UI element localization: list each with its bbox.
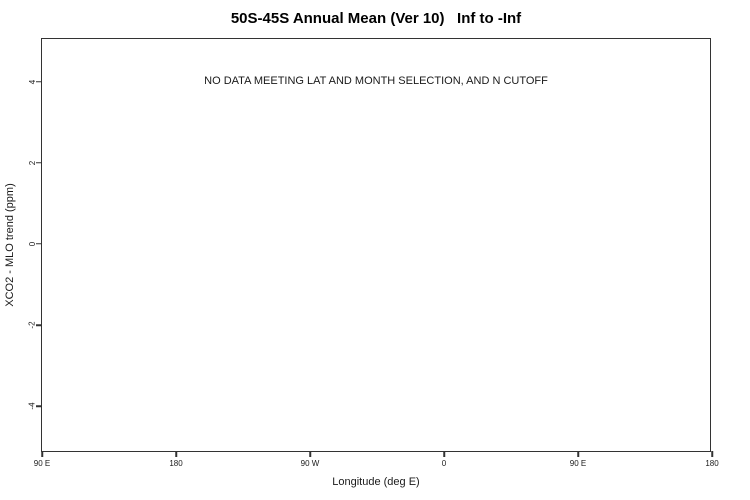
y-tick-label: 2	[27, 160, 37, 166]
x-tick-mark	[711, 451, 713, 457]
y-tick-label: 4	[27, 79, 37, 84]
x-tick-label: 0	[441, 459, 447, 468]
plot-area	[27, 38, 719, 468]
x-tick-mark	[577, 451, 579, 457]
y-tick-mark	[36, 324, 42, 326]
y-tick-label: -2	[27, 321, 37, 329]
x-tick-label: 180	[705, 459, 719, 468]
x-axis-title: Longitude (deg E)	[332, 476, 420, 488]
x-tick-label: 90 E	[33, 459, 51, 468]
chart-title: 50S-45S Annual Mean (Ver 10) Inf to -Inf	[230, 10, 522, 27]
x-tick-mark	[175, 451, 177, 457]
no-data-message: NO DATA MEETING LAT AND MONTH SELECTION, AND N CUTOFF	[204, 75, 548, 88]
x-tick-label: 90 W	[300, 459, 320, 468]
x-tick-label: 180	[169, 459, 183, 468]
y-tick-mark	[36, 406, 42, 408]
y-axis-title: XCO2 - MLO trend (ppm)	[4, 183, 16, 307]
y-tick-label: -4	[27, 402, 37, 410]
x-tick-label: 90 E	[569, 459, 587, 468]
x-tick-mark	[41, 451, 43, 457]
y-tick-label: 0	[27, 241, 37, 247]
x-tick-mark	[309, 451, 311, 457]
x-tick-mark	[443, 451, 445, 457]
